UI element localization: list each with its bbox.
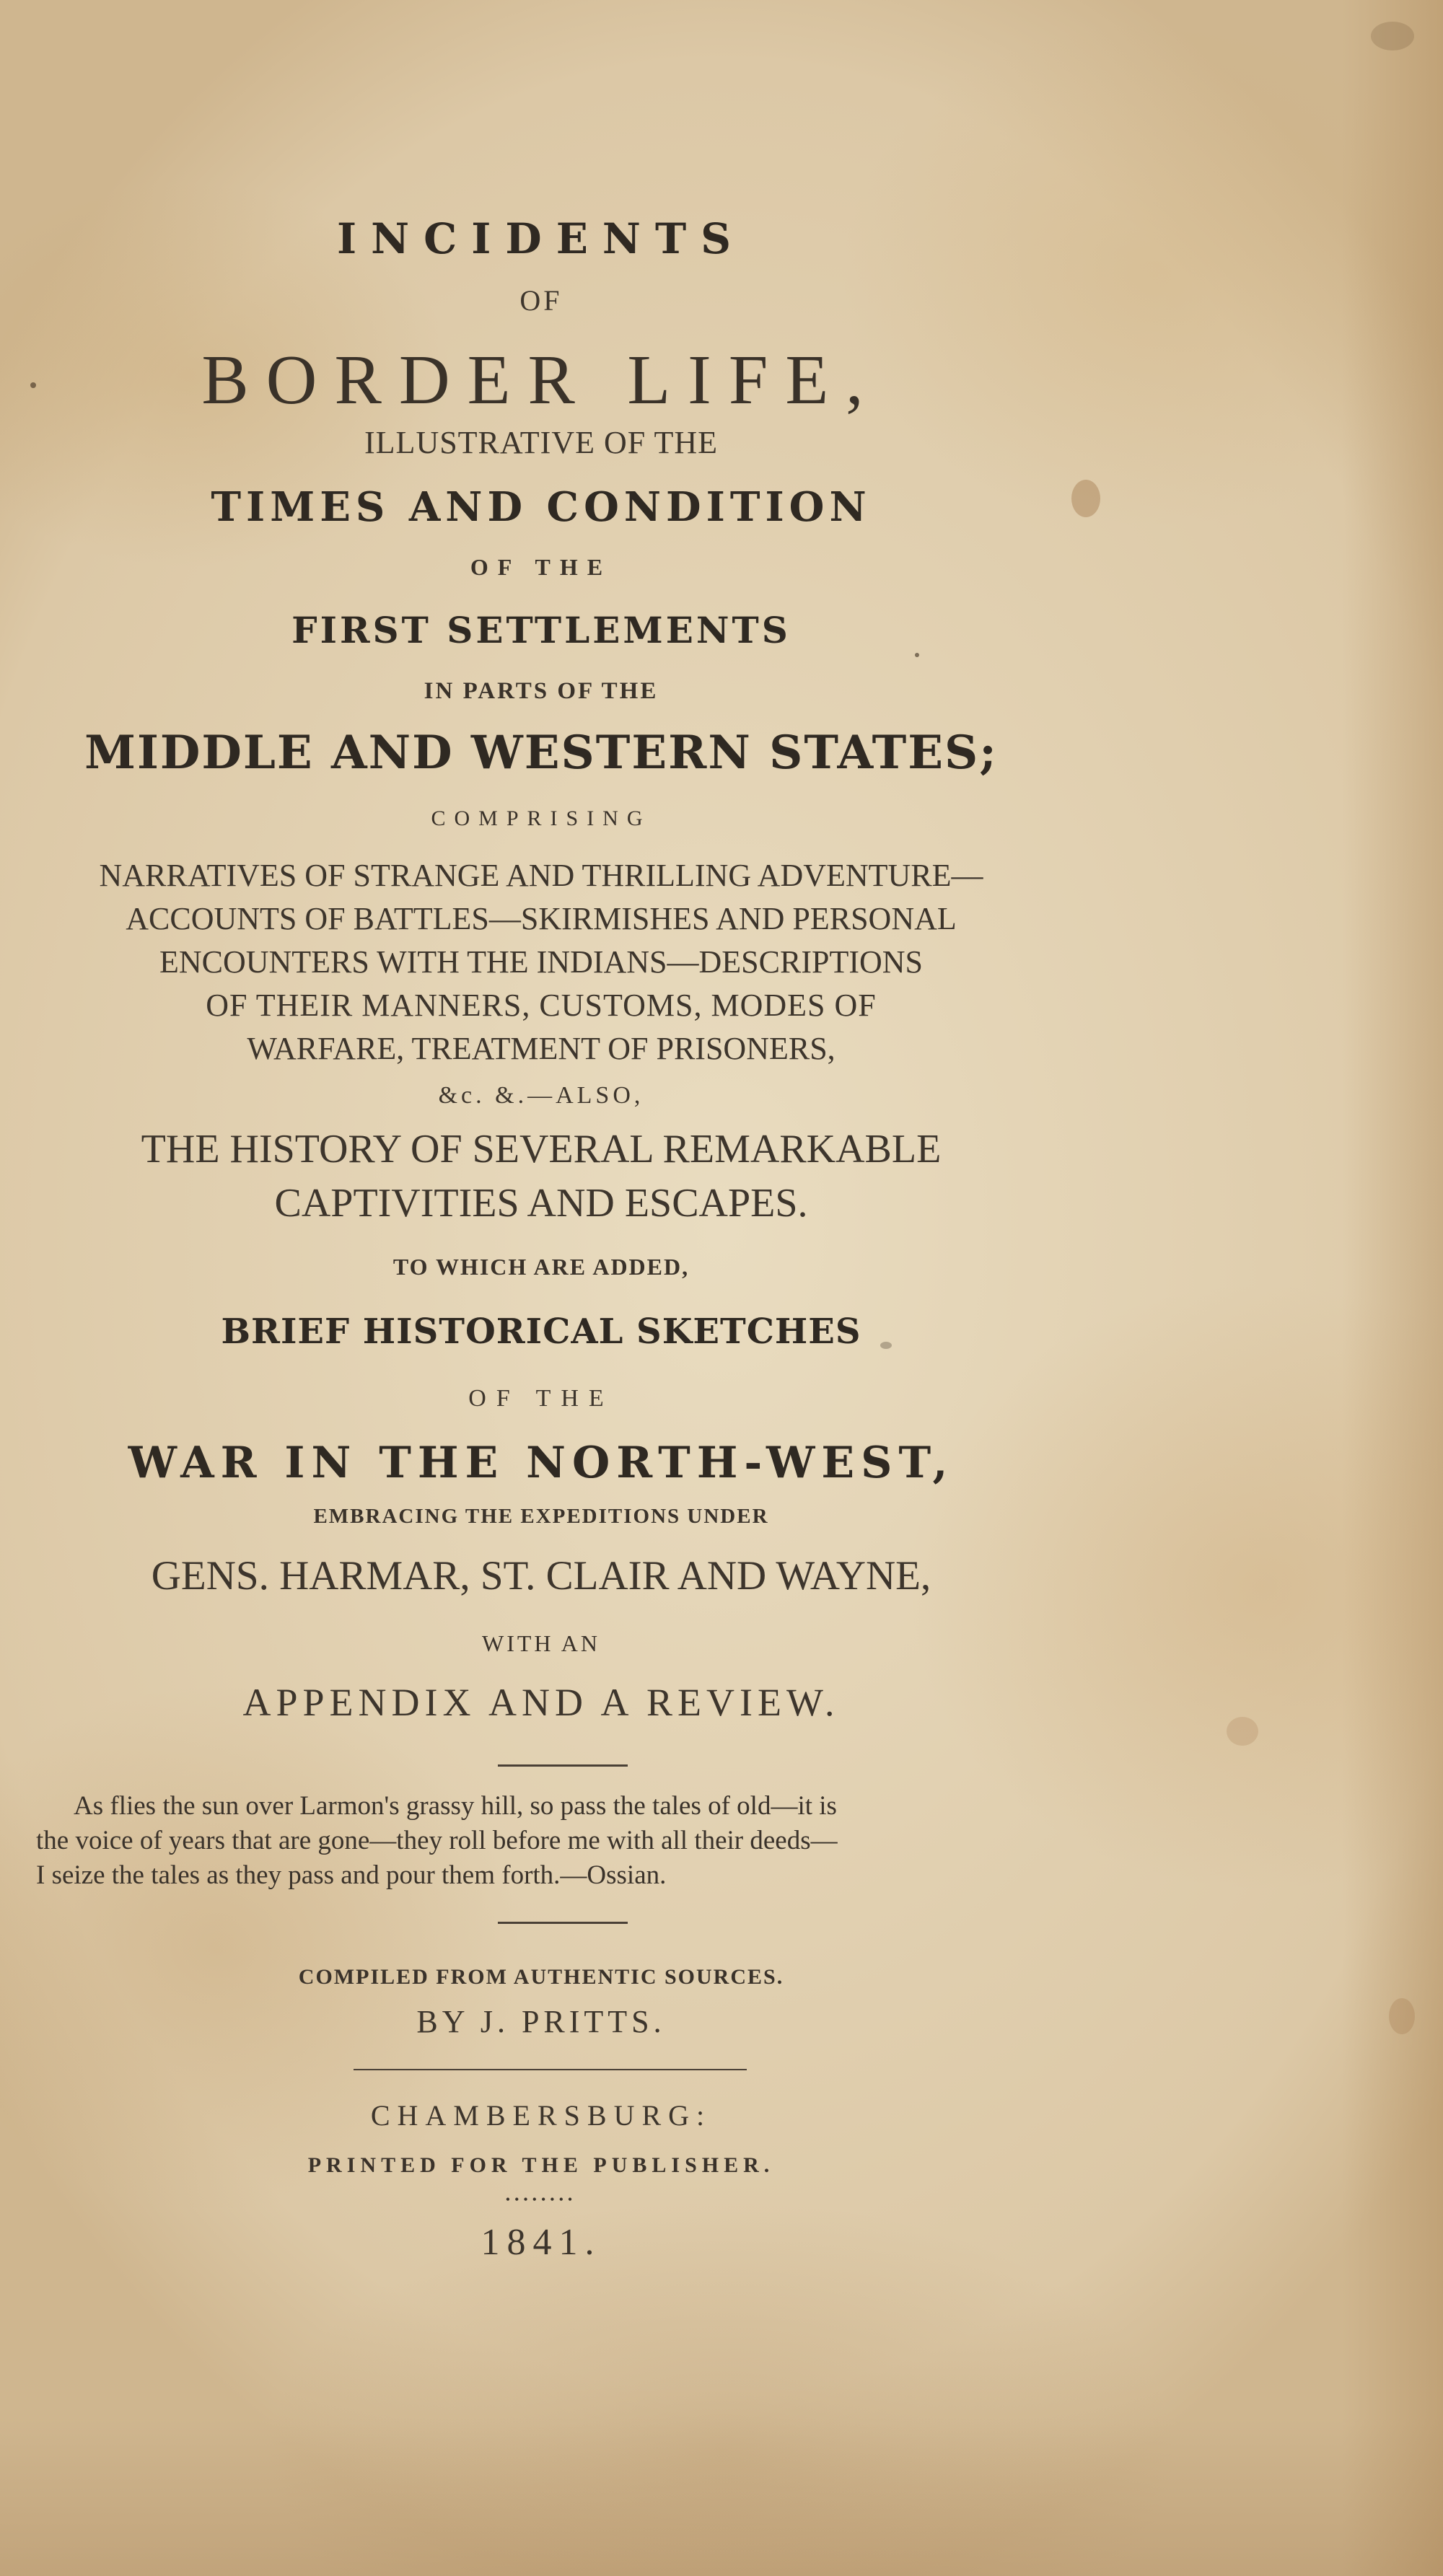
divider-rule [354,2069,747,2070]
added-line-war-north-west: WAR IN THE NORTH-WEST, [128,1438,955,1488]
added-line-to-which: TO WHICH ARE ADDED, [392,1254,690,1280]
title-line-middle-western: MIDDLE AND WESTERN STATES; [84,726,998,780]
paper-edge-shading [1342,0,1443,2576]
title-line-comprising: COMPRISING [431,806,652,830]
foxing-spot [1389,1998,1415,2034]
author-line: BY J. PRITTS. [416,2004,666,2039]
epigraph-line: As flies the sun over Larmon's grassy hill, so pass the tales of old—it is [74,1791,837,1821]
divider-rule [498,1922,628,1924]
added-line-brief-sketches: BRIEF HISTORICAL SKETCHES [221,1311,861,1352]
description-line: OF THEIR MANNERS, CUSTOMS, MODES OF [206,988,877,1023]
added-line-with-an: WITH AN [482,1630,600,1656]
title-line-in-parts: IN PARTS OF THE [424,678,659,704]
description-line: ENCOUNTERS WITH THE INDIANS—DESCRIPTIONS [159,944,924,980]
imprint-year: 1841. [481,2222,602,2263]
title-line-of: OF [519,284,563,317]
description-line: WARFARE, TREATMENT OF PRISONERS, [247,1031,835,1066]
foxing-spot [1227,1717,1258,1746]
description-line: &c. &.—ALSO, [438,1082,644,1109]
divider-rule [498,1764,628,1767]
description-line: THE HISTORY OF SEVERAL REMARKABLE [141,1127,942,1171]
added-line-generals: GENS. HARMAR, ST. CLAIR AND WAYNE, [151,1553,931,1599]
title-line-illustrative: ILLUSTRATIVE OF THE [364,425,718,460]
epigraph-line: the voice of years that are gone—they roll before me with all their deeds— [36,1826,838,1855]
epigraph-line: I seize the tales as they pass and pour them forth.—Ossian. [36,1860,667,1890]
imprint-printer: PRINTED FOR THE PUBLISHER. [307,2153,775,2177]
title-line-times-condition: TIMES AND CONDITION [211,483,872,531]
description-line: CAPTIVITIES AND ESCAPES. [274,1181,808,1226]
compiled-line: COMPILED FROM AUTHENTIC SOURCES. [298,1965,784,1989]
title-line-of-the: OF THE [470,554,613,580]
title-line-border-life: BORDER LIFE, [201,341,881,419]
added-line-embracing: EMBRACING THE EXPEDITIONS UNDER [313,1505,769,1528]
added-line-appendix-review: APPENDIX AND A REVIEW. [242,1681,840,1724]
title-line-first-settlements: FIRST SETTLEMENTS [291,609,791,651]
description-line: NARRATIVES OF STRANGE AND THRILLING ADVENTURE— [99,858,983,893]
title-line-incidents: INCIDENTS [336,214,745,263]
imprint-place: CHAMBERSBURG: [370,2099,712,2132]
foxing-spot [1371,22,1414,50]
imprint-ornament: •••••••• [505,2192,577,2207]
description-line: ACCOUNTS OF BATTLES—SKIRMISHES AND PERSONAL [126,901,957,936]
added-line-of-the: OF THE [468,1385,614,1412]
